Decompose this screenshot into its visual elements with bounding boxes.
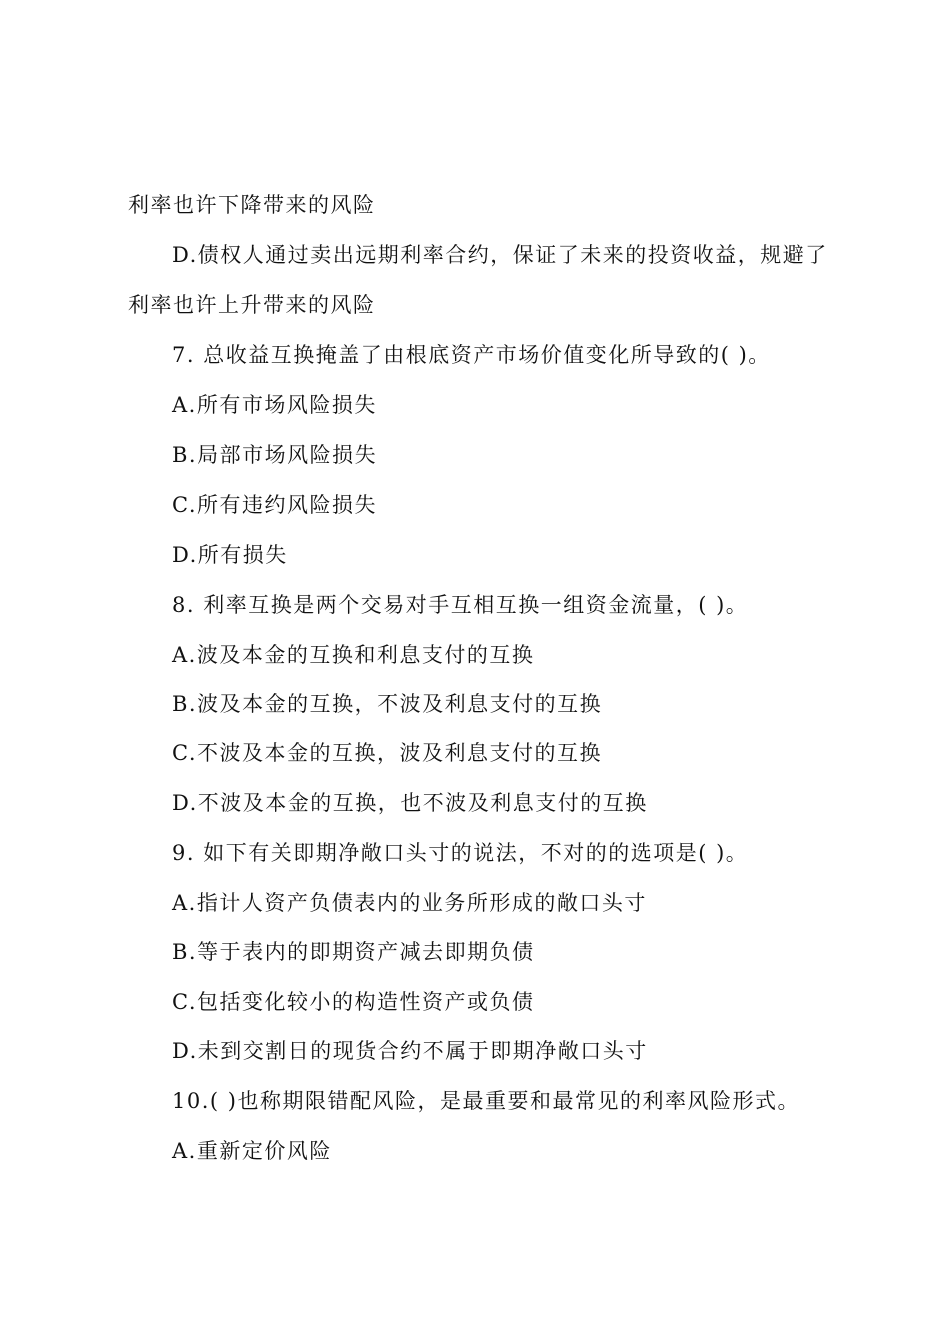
option-d-line: D.债权人通过卖出远期利率合约，保证了未来的投资收益，规避了 — [172, 243, 828, 267]
q8-option-d: D.不波及本金的互换，也不波及利息支付的互换 — [172, 791, 648, 815]
question-8: 8. 利率互换是两个交易对手互相互换一组资金流量，( )。 — [172, 593, 749, 617]
question-7: 7. 总收益互换掩盖了由根底资产市场价值变化所导致的( )。 — [172, 343, 771, 367]
q7-option-d: D.所有损失 — [172, 543, 288, 567]
q7-option-b: B.局部市场风险损失 — [172, 443, 378, 467]
q8-option-c: C.不波及本金的互换，波及利息支付的互换 — [172, 741, 602, 765]
q9-option-c: C.包括变化较小的构造性资产或负债 — [172, 990, 535, 1014]
q7-option-a: A.所有市场风险损失 — [172, 393, 377, 417]
text-line: 利率也许上升带来的风险 — [128, 293, 376, 317]
q8-option-a: A.波及本金的互换和利息支付的互换 — [172, 643, 535, 667]
q9-option-b: B.等于表内的即期资产减去即期负债 — [172, 940, 535, 964]
q7-option-c: C.所有违约风险损失 — [172, 493, 377, 517]
text-line: 利率也许下降带来的风险 — [128, 193, 376, 217]
q9-option-d: D.未到交割日的现货合约不属于即期净敞口头寸 — [172, 1039, 648, 1063]
q8-option-b: B.波及本金的互换，不波及利息支付的互换 — [172, 692, 603, 716]
question-9: 9. 如下有关即期净敞口头寸的说法，不对的的选项是( )。 — [172, 841, 749, 865]
q9-option-a: A.指计人资产负债表内的业务所形成的敞口头寸 — [172, 891, 647, 915]
q10-option-a: A.重新定价风险 — [172, 1139, 332, 1163]
question-10: 10.( )也称期限错配风险，是最重要和最常见的利率风险形式。 — [172, 1089, 800, 1113]
